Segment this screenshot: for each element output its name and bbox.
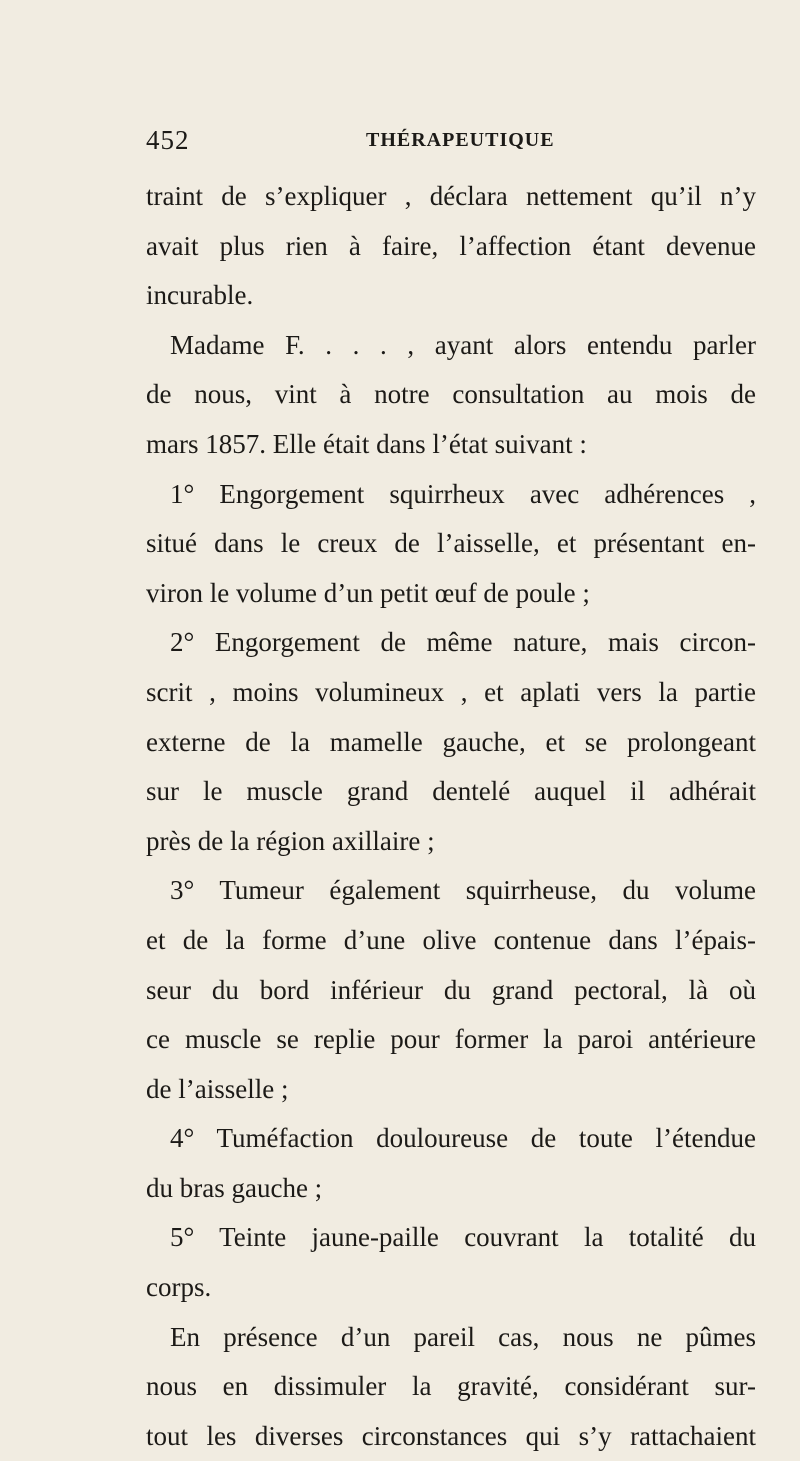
text-line: du bras gauche ; bbox=[146, 1172, 323, 1203]
text-line: viron le volume d’un petit œuf de poule ; bbox=[146, 577, 590, 608]
text-line: et de la forme d’une olive contenue dans l’épais- bbox=[146, 924, 756, 955]
running-title: THÉRAPEUTIQUE bbox=[366, 129, 555, 151]
text-line: incurable. bbox=[146, 280, 254, 311]
text-line: 4° Tuméfaction douloureuse de toute l’étendue bbox=[170, 1123, 756, 1154]
text-line: avait plus rien à faire, l’affection étant devenue bbox=[146, 230, 756, 261]
text-line: En présence d’un pareil cas, nous ne pûmes bbox=[170, 1321, 756, 1352]
text-line: près de la région axillaire ; bbox=[146, 825, 435, 856]
text-line: tout les diverses circonstances qui s’y rattachaient bbox=[146, 1420, 756, 1451]
text-line: mars 1857. Elle était dans l’état suivant : bbox=[146, 428, 587, 459]
text-line: 2° Engorgement de même nature, mais circon- bbox=[170, 627, 756, 658]
text-line: sur le muscle grand dentelé auquel il adhérait bbox=[146, 776, 756, 807]
text-line: Madame F. . . . , ayant alors entendu parler bbox=[170, 329, 756, 360]
text-line: situé dans le creux de l’aisselle, et présentant en- bbox=[146, 528, 756, 559]
text-line: scrit , moins volumineux , et aplati vers la partie bbox=[146, 676, 756, 707]
text-line: corps. bbox=[146, 1272, 212, 1303]
text-line: ce muscle se replie pour former la paroi antérieure bbox=[146, 1024, 756, 1055]
text-line: 5° Teinte jaune-paille couvrant la totalité du bbox=[170, 1222, 756, 1253]
text-line: seur du bord inférieur du grand pectoral, là où bbox=[146, 974, 756, 1005]
text-line: traint de s’expliquer , déclara nettement qu’il n’y bbox=[146, 181, 756, 211]
page-header bbox=[146, 125, 746, 165]
text-line: de nous, vint à notre consultation au mois de bbox=[146, 379, 756, 410]
text-line: de l’aisselle ; bbox=[146, 1073, 289, 1104]
page-body bbox=[146, 172, 756, 1461]
text-line: externe de la mamelle gauche, et se prolongeant bbox=[146, 726, 756, 757]
page-number: 452 bbox=[146, 125, 190, 155]
text-line: 1° Engorgement squirrheux avec adhérences , bbox=[170, 478, 756, 509]
text-line: 3° Tumeur également squirrheuse, du volume bbox=[170, 875, 756, 906]
text-line: nous en dissimuler la gravité, considérant sur- bbox=[146, 1371, 756, 1402]
